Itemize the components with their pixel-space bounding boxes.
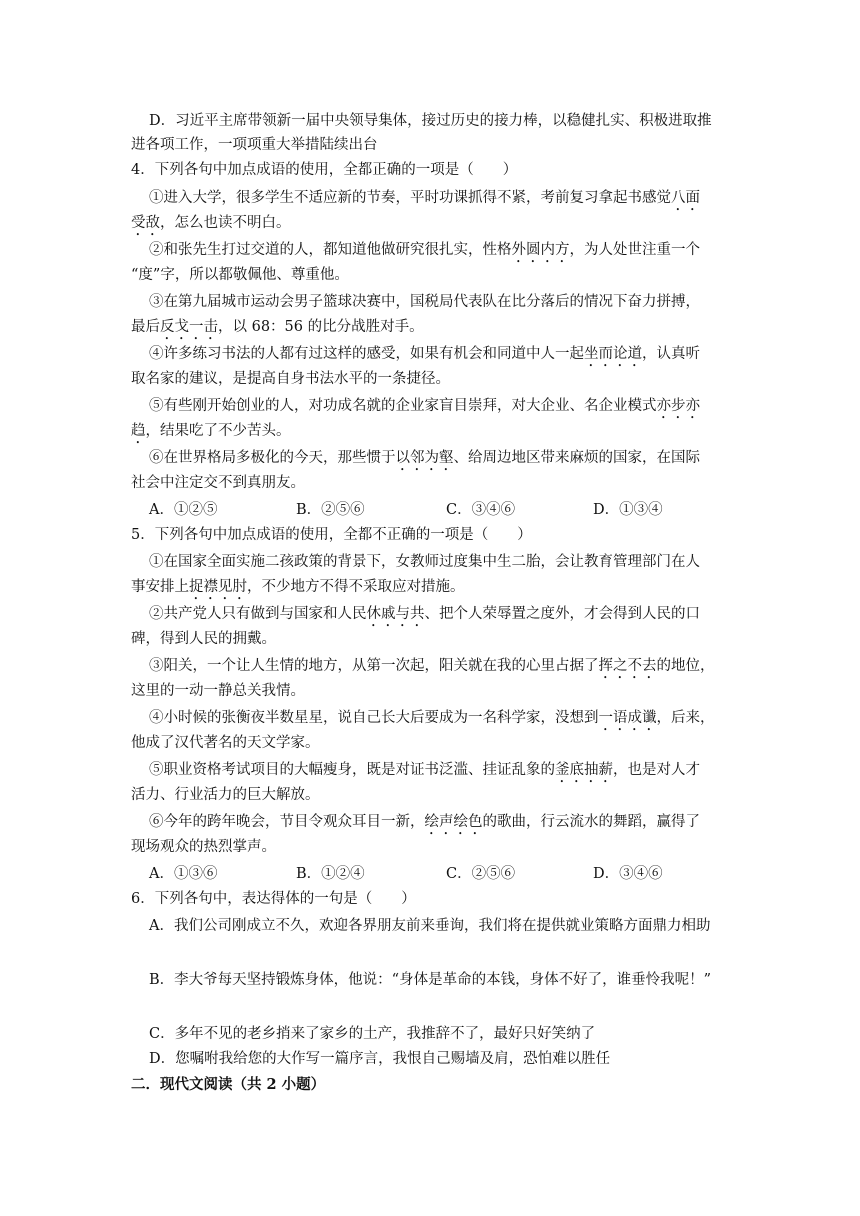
q4-s5-text: ⑤有些刚开始创业的人，对功成名就的企业家盲目崇拜，对大企业、名企业模式 xyxy=(149,398,657,414)
q5-sentence-1-line1: ①在国家全面实施二孩政策的背景下，女教师过度集中生二胎，会让教育管理部门在人 xyxy=(149,554,700,570)
q4-sentence-4-line1 xyxy=(149,344,700,370)
q6-option-b: B．李大爷每天坚持锻炼身体，他说：“身体是革命的本钱，身体不好了，谁垂怜我呢！” xyxy=(149,972,711,988)
q4-s1-idiom-cont: 受敌 xyxy=(131,215,160,231)
q5-sentence-5-line2: 活力、行业活力的巨大解放。 xyxy=(131,787,320,803)
q4-option-c: C．③④⑥ xyxy=(446,502,516,518)
section-2-heading: 二．现代文阅读（共 2 小题） xyxy=(131,1076,326,1093)
q4-s1-text-end: ，怎么也读不明白。 xyxy=(160,215,291,231)
q5-sentence-4-line1 xyxy=(149,708,715,734)
q6-option-c: C．多年不见的老乡捎来了家乡的土产，我推辞不了，最好只好笑纳了 xyxy=(149,1026,596,1042)
q4-s6-idiom: 以邻为壑 xyxy=(395,450,454,466)
q4-option-b: B．②⑤⑥ xyxy=(296,502,365,518)
q5-s2-text-b: 、把个人荣辱置之度外，才会得到人民的口 xyxy=(424,606,700,622)
q3-option-d-line1: D．习近平主席带领新一届中央领导集体，接过历史的接力棒，以稳健扎实、积极进取推 xyxy=(149,113,712,129)
q4-option-a: A．①②⑤ xyxy=(149,502,218,518)
q5-s2-text: ②共产党人只有做到与国家和人民 xyxy=(149,606,367,622)
q4-sentence-5-line1 xyxy=(149,396,700,422)
q5-sentence-2-line2: 碑，得到人民的拥戴。 xyxy=(131,631,276,647)
q5-sentence-6-line1 xyxy=(149,812,700,838)
q5-s1-text: 事安排上 xyxy=(131,579,189,595)
q5-s5-text-b: ，也是对人才 xyxy=(613,762,700,778)
q5-s2-idiom: 休戚与共 xyxy=(366,606,425,622)
q4-option-d: D．①③④ xyxy=(593,502,663,518)
q5-s4-text: ④小时候的张衡夜半数星星，说自己长大后要成为一名科学家，没想到 xyxy=(149,710,599,726)
q5-s3-text-b: 的地位， xyxy=(656,658,715,674)
q5-s4-text-b: ，后来， xyxy=(656,710,715,726)
q4-s6-text-b: 、给周边地区带来麻烦的国家，在国际 xyxy=(453,450,700,466)
q4-sentence-6-line2: 社会中注定交不到真朋友。 xyxy=(131,475,305,491)
q5-option-c: C．②⑤⑥ xyxy=(446,866,516,882)
q4-sentence-2-line1 xyxy=(149,240,700,266)
q4-s4-idiom: 坐而论道 xyxy=(584,346,642,362)
q4-s2-idiom: 外圆内方 xyxy=(511,242,570,258)
q4-s4-text-b: ，认真听 xyxy=(642,346,700,362)
q6-stem: 6．下列各句中，表达得体的一句是（ ） xyxy=(131,891,416,907)
q5-s1-idiom: 捉襟见肘 xyxy=(189,579,247,595)
q5-sentence-4-line2: 他成了汉代著名的天文学家。 xyxy=(131,735,320,751)
q4-s5-idiom: 亦步亦 xyxy=(656,398,700,414)
q4-s3-idiom: 反戈一击 xyxy=(160,319,218,335)
q4-s2-text-b: ，为人处世注重一个 xyxy=(569,242,700,258)
q4-s3-text-end: ，以 68：56 的比分战胜对手。 xyxy=(218,319,424,335)
q4-s4-text: ④许多练习书法的人都有过这样的感受，如果有机会和同道中人一起 xyxy=(149,346,584,362)
q5-s6-idiom: 绘声绘色 xyxy=(424,814,483,830)
q4-s2-text: ②和张先生打过交道的人，都知道他做研究很扎实，性格 xyxy=(149,242,512,258)
q5-sentence-1-line2 xyxy=(131,577,465,603)
q5-s1-text-end: ，不少地方不得不采取应对措施。 xyxy=(247,579,465,595)
q4-s5-text-end: ，结果吃了不少苦头。 xyxy=(145,423,291,439)
q4-s5-idiom-cont: 趋 xyxy=(131,423,146,439)
q4-s6-text: ⑥在世界格局多极化的今天，那些惯于 xyxy=(149,450,396,466)
q5-sentence-2-line1 xyxy=(149,604,700,630)
q4-stem: 4．下列各句中加点成语的使用，全都正确的一项是（ ） xyxy=(131,162,518,178)
q5-s6-text: ⑥今年的跨年晚会，节目令观众耳目一新， xyxy=(149,814,425,830)
q5-s3-idiom: 挥之不去 xyxy=(598,658,657,674)
q4-sentence-2-line2: “度”字，所以都敬佩他、尊重他。 xyxy=(131,267,349,283)
q5-sentence-3-line2: 这里的一动一静总关我情。 xyxy=(131,683,305,699)
q5-stem: 5．下列各句中加点成语的使用，全都不正确的一项是（ ） xyxy=(131,527,532,543)
q6-option-d: D．您嘱咐我给您的大作写一篇序言，我恨自己赐墙及肩，恐怕难以胜任 xyxy=(149,1051,611,1067)
q4-sentence-4-line2: 取名家的建议，是提高自身书法水平的一条捷径。 xyxy=(131,371,450,387)
q6-option-a: A．我们公司刚成立不久，欢迎各界朋友前来垂询，我们将在提供就业策略方面鼎力相助 xyxy=(149,918,711,934)
q4-sentence-3-line2 xyxy=(131,317,424,343)
q5-option-a: A．①③⑥ xyxy=(149,866,218,882)
q5-s5-text: ⑤职业资格考试项目的大幅瘦身，既是对证书泛滥、挂证乱象的 xyxy=(149,762,555,778)
q5-s5-idiom: 釜底抽薪 xyxy=(555,762,613,778)
q4-sentence-3-line1: ③在第九届城市运动会男子篮球决赛中，国税局代表队在比分落后的情况下奋力拼搏， xyxy=(149,294,700,310)
q4-sentence-6-line1 xyxy=(149,448,700,474)
q3-option-d-line2: 进各项工作，一项项重大举措陆续出台 xyxy=(131,137,378,153)
q5-sentence-3-line1 xyxy=(149,656,715,682)
q5-s3-text: ③阳关，一个让人生情的地方，从第一次起，阳关就在我的心里占据了 xyxy=(149,658,599,674)
q4-s1-text: ①进入大学，很多学生不适应新的节奏，平时功课抓得不紧，考前复习拿起书感觉 xyxy=(149,190,671,206)
q5-option-d: D．③④⑥ xyxy=(593,866,663,882)
q4-s1-idiom: 八面 xyxy=(671,190,700,206)
q4-sentence-1-line1 xyxy=(149,188,700,214)
q4-sentence-5-line2 xyxy=(131,421,291,447)
q5-sentence-5-line1 xyxy=(149,760,700,786)
q4-sentence-1-line2 xyxy=(131,213,291,239)
q5-option-b: B．①②④ xyxy=(296,866,365,882)
q5-s4-idiom: 一语成谶 xyxy=(598,710,657,726)
q5-s6-text-b: 的歌曲，行云流水的舞蹈，赢得了 xyxy=(482,814,700,830)
q5-sentence-6-line2: 现场观众的热烈掌声。 xyxy=(131,839,276,855)
q4-s3-text: 最后 xyxy=(131,319,160,335)
